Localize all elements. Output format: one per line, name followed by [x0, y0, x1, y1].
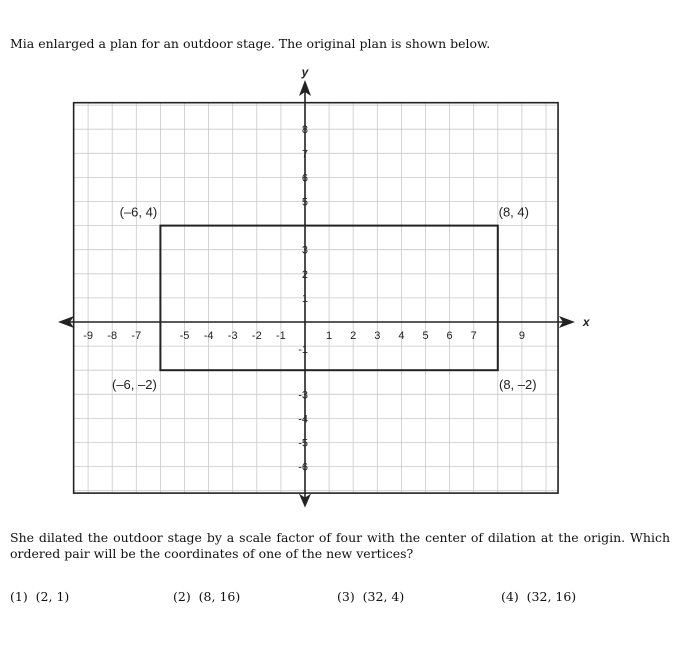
x-tick-label: -9: [83, 330, 93, 342]
choice-answer: (2, 1): [35, 589, 70, 604]
y-tick-label: 3: [301, 244, 308, 257]
choice-number: (2): [173, 589, 191, 604]
y-tick-label: 2: [301, 268, 308, 281]
x-tick-label: 6: [446, 330, 453, 342]
vertex-label-top-left: (–6, 4): [119, 204, 158, 220]
x-tick-label: -1: [276, 330, 286, 342]
x-tick-label: -5: [179, 330, 190, 342]
answer-choice-4[interactable]: [501, 589, 576, 604]
choice-answer: (8, 16): [198, 589, 241, 604]
y-tick-label: 6: [301, 172, 308, 185]
y-tick-label: -1: [298, 344, 308, 357]
choice-answer: (32, 16): [526, 589, 577, 604]
intro-text: Mia enlarged a plan for an outdoor stage. The original plan is shown below.: [10, 36, 491, 51]
x-tick-label: 4: [398, 330, 405, 342]
grid-lines: [74, 103, 558, 493]
y-tick-label: 8: [301, 124, 308, 137]
y-axis-label: y: [301, 65, 309, 79]
y-tick-label: -5: [298, 437, 308, 450]
x-tick-label: 1: [326, 330, 333, 342]
x-tick-label: 7: [470, 330, 477, 342]
x-tick-label: -8: [107, 330, 118, 342]
y-tick-label: -3: [298, 389, 308, 402]
choice-answer: (32, 4): [362, 589, 405, 604]
vertex-label-top-right: (8, 4): [498, 204, 529, 220]
question-text: She dilated the outdoor stage by a scale factor of four with the center of dilation at the origin. Which ordered pair will be the coordinates of one of the new vertices?: [10, 530, 670, 561]
y-tick-label: 1: [301, 292, 308, 305]
x-tick-label: 3: [374, 330, 381, 342]
answer-choice-1[interactable]: [10, 589, 69, 604]
y-tick-label: 5: [301, 196, 308, 209]
choice-number: (3): [337, 589, 355, 604]
x-tick-label: -2: [251, 330, 262, 342]
y-tick-label: 7: [301, 148, 308, 161]
choice-number: (4): [501, 589, 519, 604]
x-tick-label: 5: [422, 330, 429, 342]
coordinate-plane-graph: [50, 62, 630, 517]
x-tick-label: -3: [227, 330, 238, 342]
axis-tick-labels: [83, 124, 525, 473]
y-tick-label: -4: [298, 413, 308, 426]
answer-choice-3[interactable]: [337, 589, 404, 604]
x-tick-label: -7: [131, 330, 142, 342]
x-tick-label: -4: [203, 330, 214, 342]
vertex-label-bottom-left: (–6, –2): [111, 377, 157, 393]
choice-number: (1): [10, 589, 28, 604]
vertex-label-bottom-right: (8, –2): [499, 377, 537, 393]
y-tick-label: -6: [298, 461, 308, 474]
x-axis-label: x: [582, 315, 590, 329]
x-tick-label: 9: [518, 330, 525, 342]
x-tick-label: 2: [350, 330, 357, 342]
answer-choice-2[interactable]: [173, 589, 240, 604]
